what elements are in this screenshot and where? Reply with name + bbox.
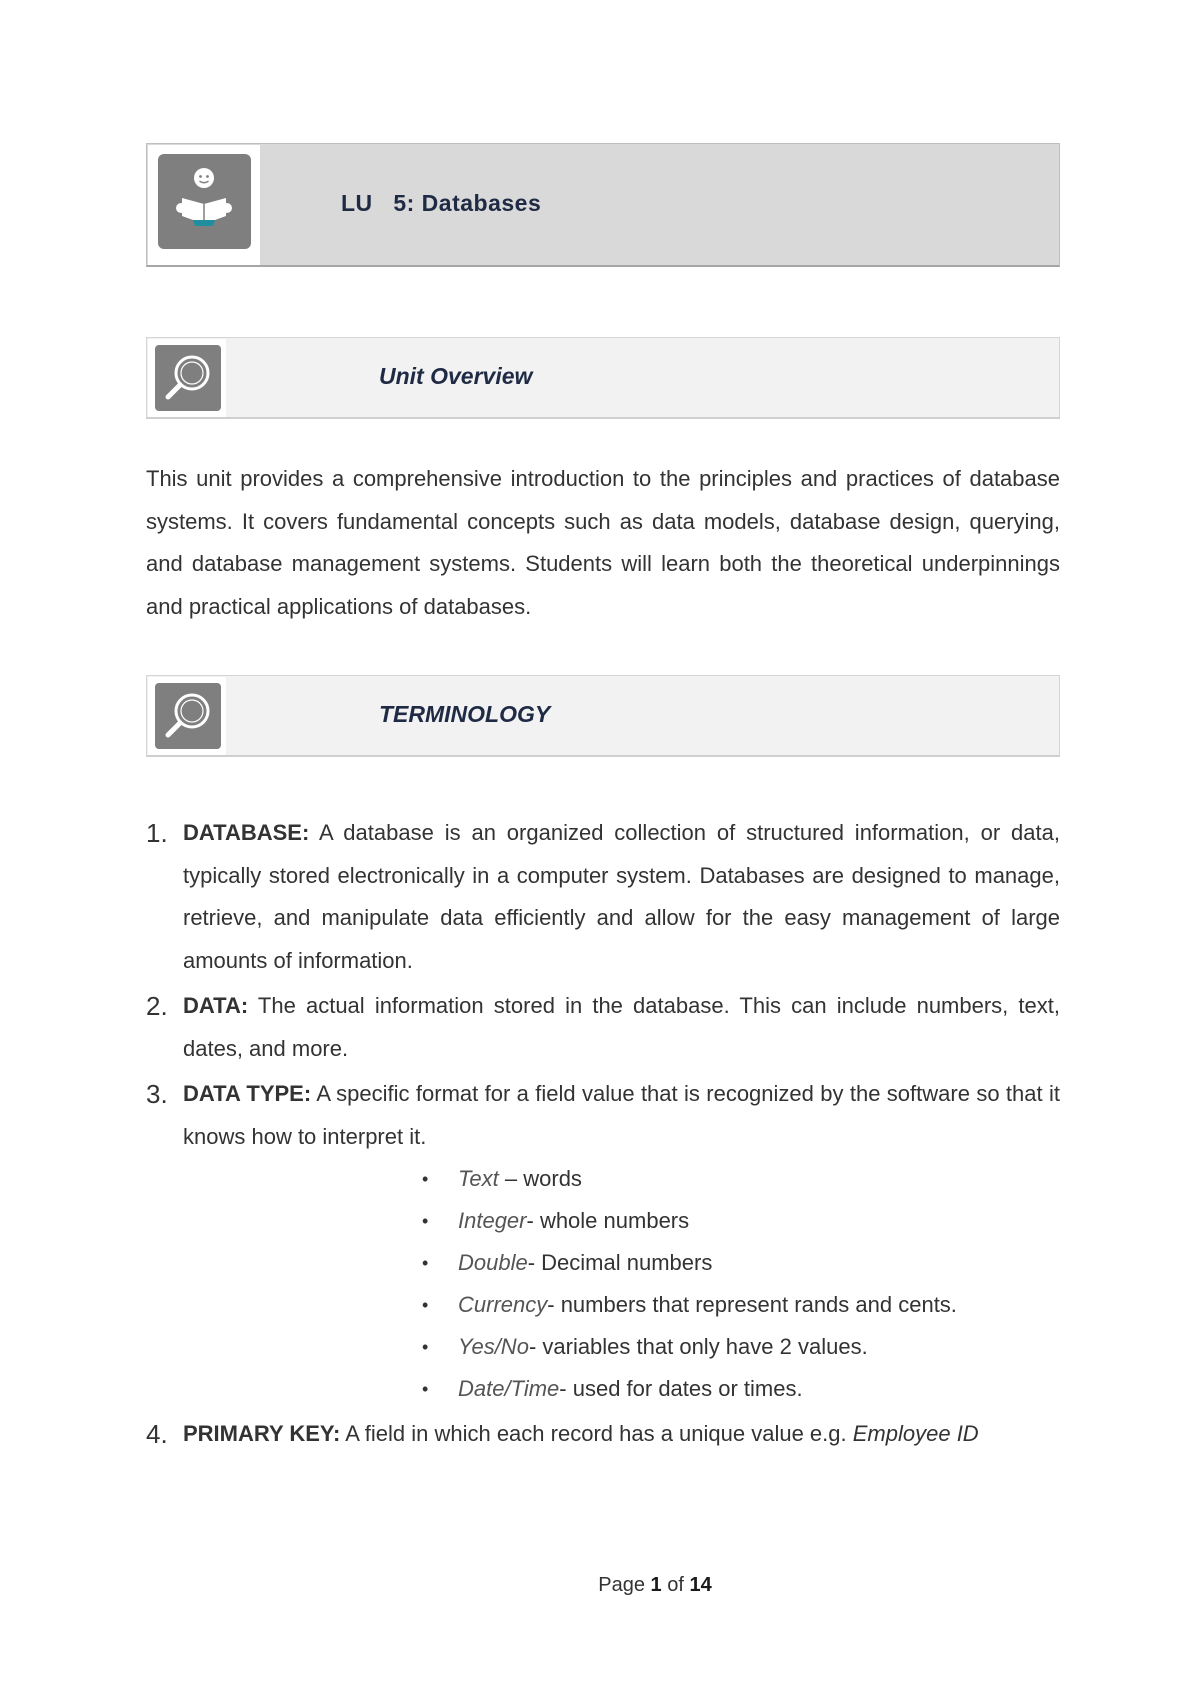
term-label: DATA TYPE: <box>183 1081 312 1106</box>
magnifier-icon-graphic <box>155 683 221 749</box>
term-label: PRIMARY KEY: <box>183 1421 341 1446</box>
data-type-name: Text <box>458 1166 499 1191</box>
page-prefix: Page <box>598 1574 645 1596</box>
term-label: DATA: <box>183 993 249 1018</box>
data-type-name: Yes/No <box>458 1334 529 1359</box>
term-definition: A field in which each record has a unique value e.g. <box>345 1421 847 1446</box>
data-type-item <box>422 1326 1060 1368</box>
data-type-item <box>422 1284 1060 1326</box>
bullet-icon: • <box>422 1253 429 1273</box>
terminology-heading: TERMINOLOGY <box>379 701 551 727</box>
bullet-icon: • <box>422 1295 429 1315</box>
term-definition: A database is an organized collection of structured information, or data, typically stored electronically in a computer system. Databases are designed to manage, retrieve, and manipulate data efficiently and allow for the easy management of large amounts of information. <box>183 820 1060 973</box>
page-footer <box>0 1574 1200 1597</box>
data-type-item <box>422 1368 1060 1410</box>
bullet-icon: • <box>422 1211 429 1231</box>
term-item-data <box>146 985 1060 1070</box>
reading-person-icon-graphic <box>158 154 251 249</box>
data-type-name: Integer <box>458 1208 527 1233</box>
terminology-header <box>146 675 1060 757</box>
term-item-database <box>146 812 1060 982</box>
data-type-desc: - numbers that represent rands and cents. <box>547 1292 957 1317</box>
bullet-icon: • <box>422 1337 429 1357</box>
unit-overview-heading: Unit Overview <box>379 363 533 389</box>
unit-title: LU 5: Databases <box>341 190 542 216</box>
magnifier-icon <box>155 683 221 749</box>
data-type-desc: - Decimal numbers <box>527 1250 713 1275</box>
page-total: 14 <box>689 1574 712 1596</box>
data-type-list <box>183 1158 1060 1410</box>
data-type-item <box>422 1158 1060 1200</box>
data-type-desc: - whole numbers <box>526 1208 690 1233</box>
overview-icon-frame <box>148 339 226 417</box>
data-type-desc: - used for dates or times. <box>559 1376 803 1401</box>
data-type-name: Double <box>458 1250 528 1275</box>
page-of: of <box>667 1574 684 1596</box>
page-current: 1 <box>650 1574 662 1596</box>
term-number: 4. <box>146 1419 168 1449</box>
term-number: 3. <box>146 1079 168 1109</box>
term-definition: The actual information stored in the database. This can include numbers, text, dates, and more. <box>183 993 1061 1061</box>
term-label: DATABASE: <box>183 820 310 845</box>
unit-title-banner <box>146 143 1060 267</box>
magnifier-icon-graphic <box>155 345 221 411</box>
bullet-icon: • <box>422 1169 429 1189</box>
magnifier-icon <box>155 345 221 411</box>
data-type-item <box>422 1242 1060 1284</box>
data-type-item <box>422 1200 1060 1242</box>
title-icon-frame <box>148 145 260 265</box>
terminology-icon-frame <box>148 677 226 755</box>
data-type-name: Date/Time <box>458 1376 560 1401</box>
reading-person-icon <box>158 154 251 249</box>
terminology-list <box>146 812 1060 1459</box>
data-type-desc: – words <box>498 1166 582 1191</box>
term-item-primary-key <box>146 1413 1060 1456</box>
unit-overview-header <box>146 337 1060 419</box>
bullet-icon: • <box>422 1379 429 1399</box>
unit-overview-paragraph: This unit provides a comprehensive introduction to the principles and practices of database systems. It covers fundamental concepts such as data models, database design, querying, and database management systems. Students will learn both the theoretical underpinnings and practical applications of databases. <box>146 466 1060 619</box>
data-type-name: Currency <box>458 1292 548 1317</box>
term-definition: A specific format for a field value that is recognized by the software so that it knows how to interpret it. <box>183 1081 1060 1149</box>
term-example: Employee ID <box>852 1421 979 1446</box>
term-item-data-type <box>146 1073 1060 1410</box>
term-number: 2. <box>146 991 168 1021</box>
term-number: 1. <box>146 818 168 848</box>
data-type-desc: - variables that only have 2 values. <box>528 1334 868 1359</box>
